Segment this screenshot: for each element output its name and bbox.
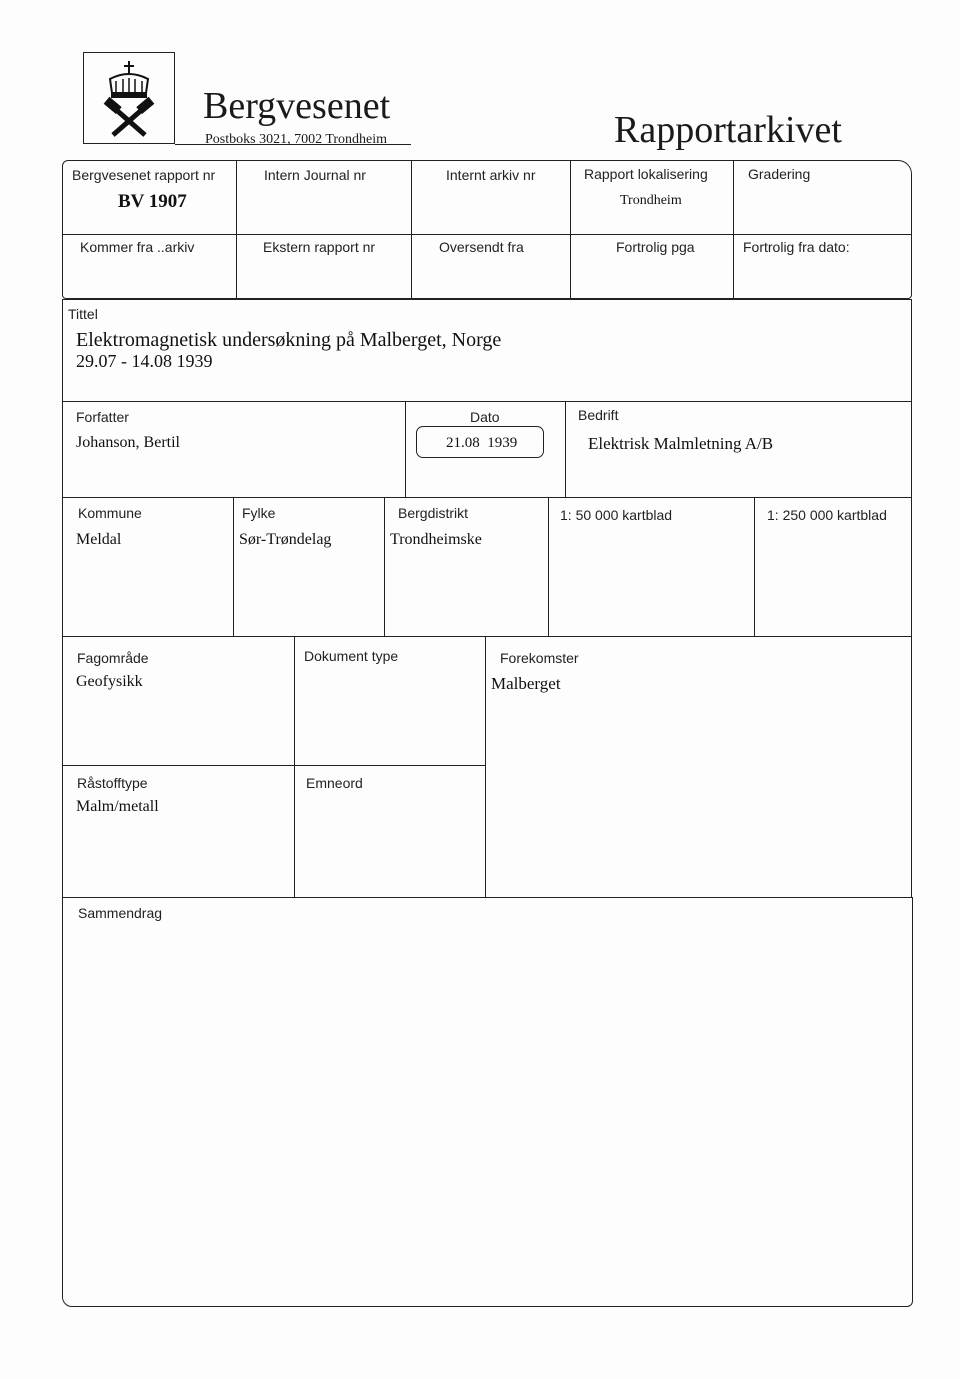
fortrolig-pga-label: Fortrolig pga [616, 239, 695, 255]
logo [83, 52, 175, 144]
forfatter-value: Johanson, Bertil [76, 434, 180, 451]
kart250-label: 1: 250 000 kartblad [767, 507, 887, 523]
oversendt-label: Oversendt fra [439, 239, 524, 255]
tittel-line2: 29.07 - 14.08 1939 [76, 351, 213, 371]
kart50-label: 1: 50 000 kartblad [560, 507, 673, 523]
tittel-line1: Elektromagnetisk undersøkning på Malberget, Norge [76, 329, 502, 351]
tittel-label: Tittel [68, 306, 98, 322]
journal-label: Intern Journal nr [264, 167, 366, 183]
kommer-fra-label: Kommer fra ..arkiv [80, 239, 195, 255]
fortrolig-dato-label: Fortrolig fra dato: [743, 239, 850, 255]
fylke-value: Sør-Trøndelag [239, 531, 332, 548]
divider [294, 636, 295, 898]
divider [485, 636, 486, 898]
ekstern-label: Ekstern rapport nr [263, 239, 376, 255]
gradering-label: Gradering [748, 166, 811, 182]
bedrift-value: Elektrisk Malmletning A/B [588, 434, 774, 453]
kommune-value: Meldal [76, 531, 122, 548]
divider [405, 401, 406, 498]
dokument-label: Dokument type [304, 648, 399, 664]
divider [384, 497, 385, 637]
divider [570, 160, 571, 299]
kommune-label: Kommune [78, 505, 142, 521]
dato-value: 21.08 1939 [446, 435, 518, 451]
divider [62, 234, 912, 235]
summary-block [62, 897, 913, 1307]
sammendrag-label: Sammendrag [78, 905, 163, 921]
internt-arkiv-label: Internt arkiv nr [446, 167, 536, 183]
divider [733, 160, 734, 299]
rastoff-value: Malm/metall [76, 798, 159, 815]
bedrift-label: Bedrift [578, 407, 619, 423]
lokalisering-label: Rapport lokalisering [584, 166, 708, 182]
divider [411, 160, 412, 299]
fagomrade-label: Fagområde [77, 650, 149, 666]
divider [233, 497, 234, 637]
rastoff-label: Råstofftype [77, 775, 148, 791]
forekomster-label: Forekomster [500, 650, 579, 666]
fylke-label: Fylke [242, 505, 276, 521]
lokalisering-value: Trondheim [620, 193, 682, 208]
rapport-nr-label: Bergvesenet rapport nr [72, 167, 216, 183]
bergdistrikt-label: Bergdistrikt [398, 505, 469, 521]
divider [754, 497, 755, 637]
divider [62, 765, 486, 766]
archive-title: Rapportarkivet [614, 109, 842, 151]
forekomster-value: Malberget [491, 674, 561, 693]
rapport-nr-value: BV 1907 [118, 191, 187, 212]
bergdistrikt-value: Trondheimske [390, 531, 482, 548]
emneord-label: Emneord [306, 775, 363, 791]
org-name: Bergvesenet [203, 85, 391, 127]
fagomrade-value: Geofysikk [76, 673, 143, 690]
dato-label: Dato [470, 409, 500, 425]
crown-hammers-icon [98, 59, 160, 137]
divider [548, 497, 549, 637]
divider [565, 401, 566, 498]
subject-block [62, 636, 912, 898]
header-divider [175, 144, 411, 145]
org-address: Postboks 3021, 7002 Trondheim [205, 132, 388, 147]
forfatter-label: Forfatter [76, 409, 129, 425]
divider [236, 160, 237, 299]
